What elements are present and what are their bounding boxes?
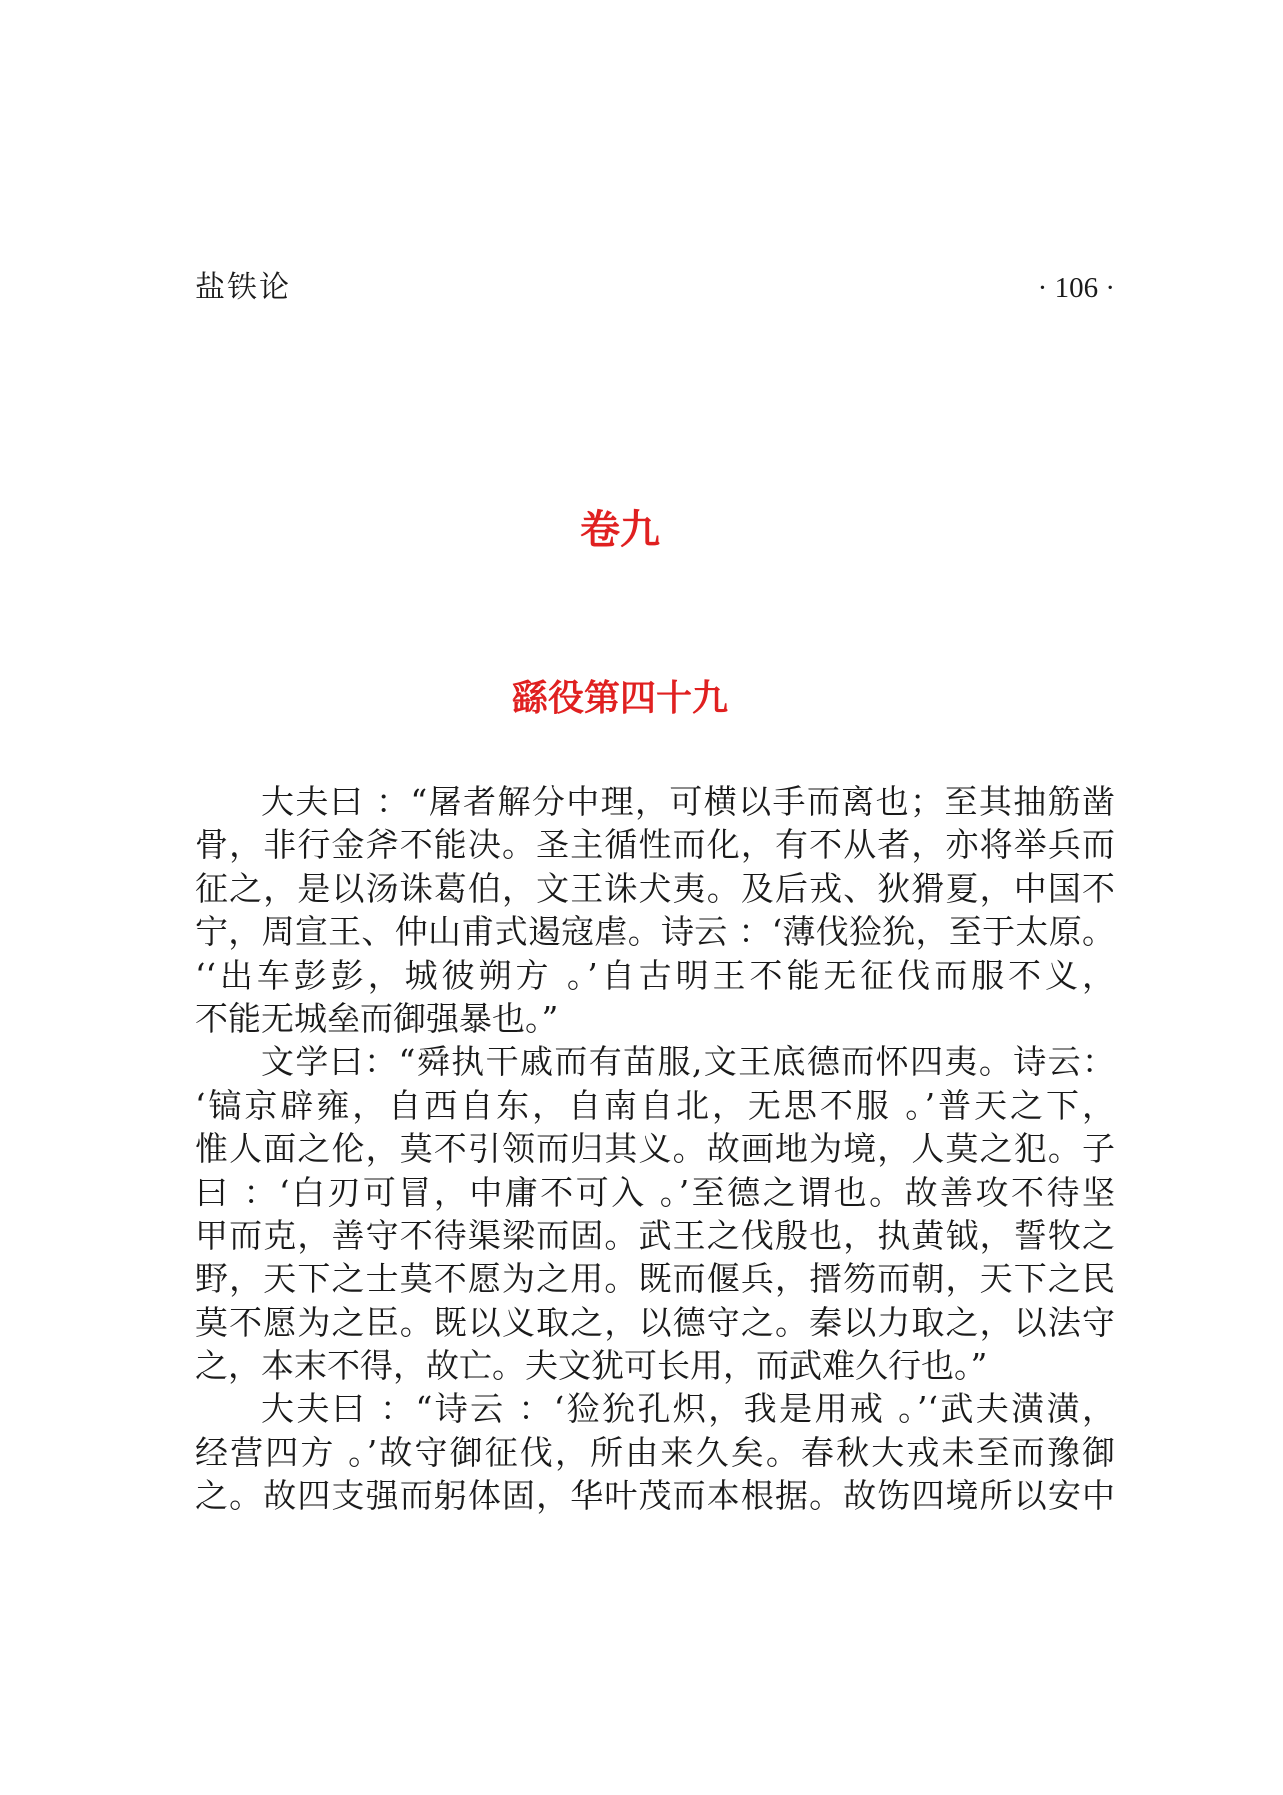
text-line: 惟人面之伦，莫不引领而归其义。故画地为境，人莫之犯。子 <box>195 1129 1115 1169</box>
text-line: 大夫曰 ：“屠者解分中理，可横以手而离也；至其抽筋凿 <box>261 782 1115 821</box>
chapter-title: 繇役第四十九 <box>511 678 728 719</box>
text-line: ‘镐京辟雍，自西自东，自南自北，无思不服 。’普天之下， <box>195 1085 1115 1125</box>
book-title: 盐铁论 <box>195 270 291 305</box>
body-text <box>195 780 1115 1518</box>
text-line: 文学曰：“舜执干戚而有苗服,文王底德而怀四夷。诗云： <box>261 1042 1115 1082</box>
text-line: 不能无城垒而御强暴也。” <box>195 998 559 1038</box>
text-line: 征之，是以汤诛葛伯，文王诛犬夷。及后戎、狄猾夏，中国不 <box>195 868 1115 908</box>
page-number: · 106 · <box>1037 272 1115 304</box>
volume-title: 卷九 <box>580 507 660 553</box>
text-line: ‘‘出车彭彭，城彼朔方 。’自古明王不能无征伐而服不义， <box>195 955 1115 995</box>
text-line: 经营四方 。’故守御征伐，所由来久矣。春秋大戎未至而豫御 <box>195 1432 1115 1472</box>
running-header <box>195 268 1115 308</box>
text-line: 之，本末不得，故亡。夫文犹可长用，而武难久行也。” <box>195 1346 988 1386</box>
text-line: 曰 ：‘白刃可冒，中庸不可入 。’至德之谓也。故善攻不待坚 <box>195 1172 1115 1212</box>
text-line: 莫不愿为之臣。既以义取之，以德守之。秦以力取之，以法守 <box>195 1302 1115 1342</box>
text-line: 甲而克，善守不待渠梁而固。武王之伐殷也，执黄钺，誓牧之 <box>195 1215 1115 1255</box>
text-line: 野，天下之士莫不愿为之用。既而偃兵，搢笏而朝，天下之民 <box>195 1259 1115 1299</box>
text-line: 宁，周宣王、仲山甫式遏寇虐。诗云 ：‘薄伐猃狁，至于太原。 <box>195 912 1115 952</box>
text-line: 大夫曰 ：“诗云 ：‘猃狁孔炽，我是用戒 。’‘武夫潢潢， <box>261 1389 1115 1429</box>
text-line: 骨，非行金斧不能决。圣主循性而化，有不从者，亦将举兵而 <box>195 825 1115 865</box>
text-line: 之。故四支强而躬体固，华叶茂而本根据。故饬四境所以安中 <box>195 1476 1115 1516</box>
